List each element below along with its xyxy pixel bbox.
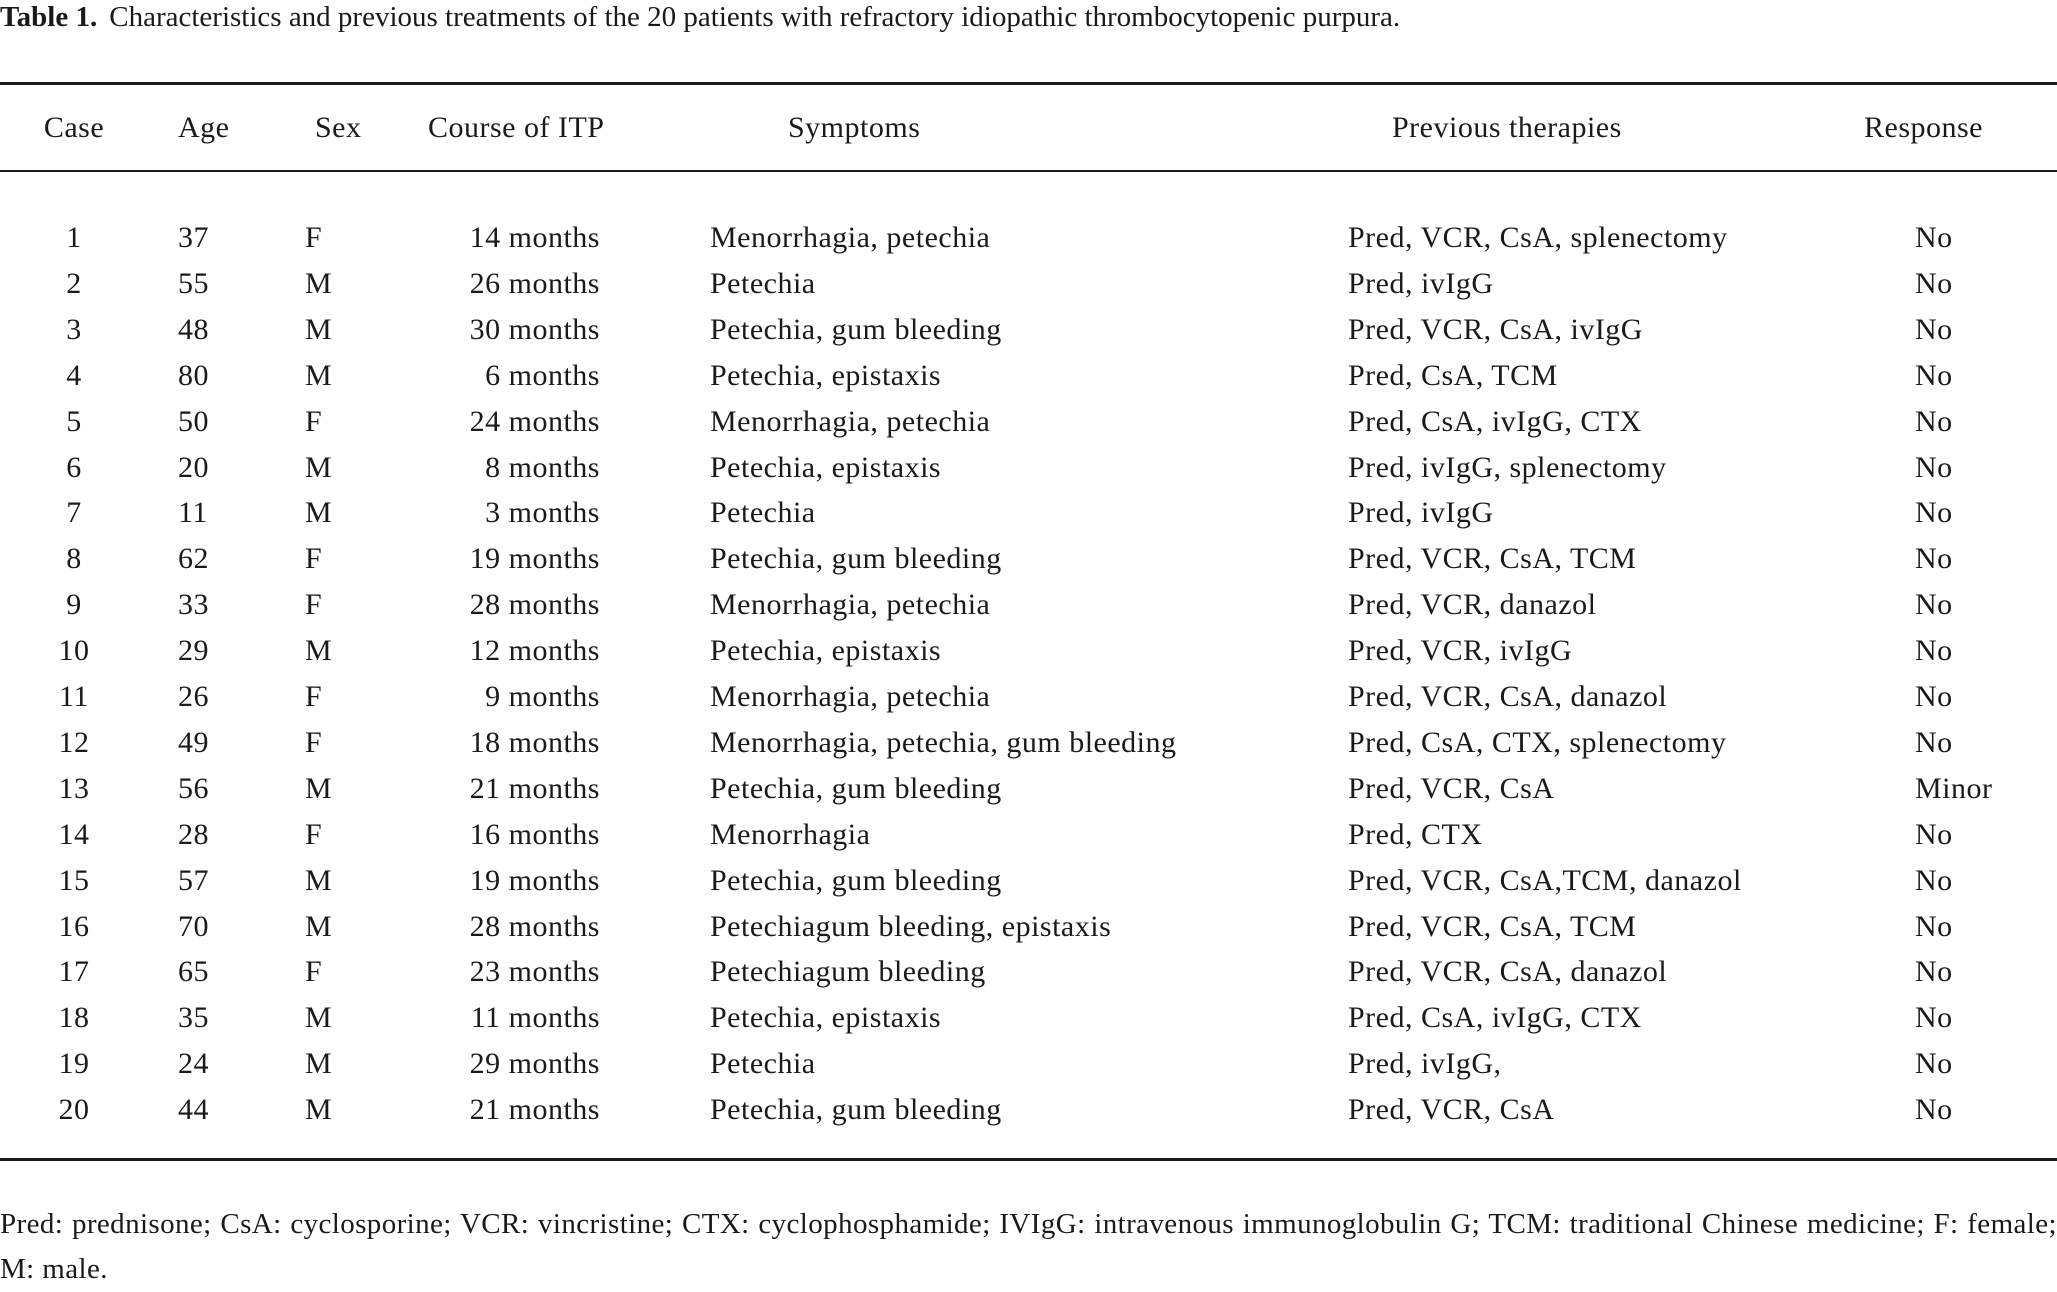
header-age: Age xyxy=(178,111,230,144)
cell-course: 3 months xyxy=(485,496,600,530)
table-title: Characteristics and previous treatments of the 20 patients with refractory idiopathic thrombocytopenic purpura. xyxy=(109,1,1401,33)
cell-sex: M xyxy=(305,266,333,300)
cell-symptoms: Menorrhagia, petechia xyxy=(710,404,991,438)
cell-case: 8 xyxy=(66,542,82,576)
cell-course: 29 months xyxy=(469,1047,600,1081)
cell-response: No xyxy=(1915,266,1953,300)
cell-sex: M xyxy=(305,909,333,943)
cell-symptoms: Petechia, gum bleeding xyxy=(710,1093,1002,1127)
cell-case: 13 xyxy=(58,771,90,805)
cell-course: 26 months xyxy=(469,266,600,300)
cell-sex: F xyxy=(305,955,323,989)
cell-sex: M xyxy=(305,496,333,530)
cell-case: 5 xyxy=(66,404,82,438)
cell-course: 19 months xyxy=(469,863,600,897)
cell-course: 16 months xyxy=(469,817,600,851)
cell-response: No xyxy=(1915,588,1953,622)
cell-age: 33 xyxy=(178,588,209,622)
cell-course: 18 months xyxy=(469,725,600,759)
cell-case: 10 xyxy=(58,634,90,668)
cell-age: 48 xyxy=(178,312,209,346)
cell-response: No xyxy=(1915,909,1953,943)
cell-age: 11 xyxy=(178,496,208,530)
cell-sex: M xyxy=(305,863,333,897)
cell-age: 20 xyxy=(178,450,209,484)
table-row xyxy=(0,587,2057,633)
cell-course: 21 months xyxy=(469,1093,600,1127)
cell-case: 19 xyxy=(58,1047,90,1081)
table-row xyxy=(0,1000,2057,1046)
table-row xyxy=(0,450,2057,496)
cell-response: No xyxy=(1915,221,1953,254)
cell-course: 30 months xyxy=(469,312,600,346)
cell-sex: F xyxy=(305,588,323,622)
cell-response: No xyxy=(1915,1047,1953,1081)
cell-symptoms: Petechia xyxy=(710,496,816,530)
cell-response: No xyxy=(1915,450,1953,484)
table-row xyxy=(0,954,2057,1000)
cell-therapies: Pred, ivIgG xyxy=(1348,266,1494,300)
cell-course: 28 months xyxy=(469,588,600,622)
cell-case: 2 xyxy=(66,266,82,300)
cell-case: 7 xyxy=(66,496,82,530)
table-caption xyxy=(0,0,2057,34)
cell-age: 24 xyxy=(178,1047,209,1081)
cell-response: No xyxy=(1915,312,1953,346)
cell-course: 11 months xyxy=(470,1001,600,1035)
cell-sex: F xyxy=(305,680,323,713)
cell-therapies: Pred, CsA, ivIgG, CTX xyxy=(1348,404,1642,438)
cell-case: 11 xyxy=(59,680,89,713)
cell-symptoms: Petechia, epistaxis xyxy=(710,450,942,484)
cell-age: 26 xyxy=(178,680,209,713)
cell-age: 65 xyxy=(178,955,209,989)
cell-therapies: Pred, ivIgG, splenectomy xyxy=(1348,450,1667,484)
cell-symptoms: Petechia xyxy=(710,266,816,300)
cell-symptoms: Petechia, epistaxis xyxy=(710,358,942,392)
cell-sex: F xyxy=(305,725,323,759)
cell-response: No xyxy=(1915,1093,1953,1127)
cell-case: 1 xyxy=(66,221,82,254)
cell-sex: F xyxy=(305,404,323,438)
table-row xyxy=(0,495,2057,541)
cell-response: No xyxy=(1915,1001,1953,1035)
cell-symptoms: Petechiagum bleeding, epistaxis xyxy=(710,909,1112,943)
cell-age: 56 xyxy=(178,771,209,805)
cell-therapies: Pred, VCR, CsA, ivIgG xyxy=(1348,312,1643,346)
cell-age: 70 xyxy=(178,909,209,943)
cell-therapies: Pred, VCR, CsA,TCM, danazol xyxy=(1348,863,1742,897)
cell-therapies: Pred, VCR, ivIgG xyxy=(1348,634,1573,668)
cell-response: No xyxy=(1915,955,1953,989)
cell-course: 24 months xyxy=(469,404,600,438)
cell-sex: M xyxy=(305,1093,333,1127)
cell-case: 17 xyxy=(58,955,90,989)
cell-sex: M xyxy=(305,312,333,346)
table-row xyxy=(0,817,2057,863)
cell-symptoms: Petechiagum bleeding xyxy=(710,955,986,989)
header-course: Course of ITP xyxy=(428,111,605,144)
cell-age: 50 xyxy=(178,404,209,438)
cell-response: No xyxy=(1915,542,1953,576)
cell-therapies: Pred, VCR, CsA, splenectomy xyxy=(1348,221,1728,254)
table-row xyxy=(0,863,2057,909)
cell-case: 3 xyxy=(66,312,82,346)
cell-symptoms: Petechia, epistaxis xyxy=(710,1001,942,1035)
cell-case: 16 xyxy=(58,909,90,943)
cell-symptoms: Petechia, gum bleeding xyxy=(710,863,1002,897)
table-row xyxy=(0,909,2057,955)
cell-age: 35 xyxy=(178,1001,209,1035)
cell-response: No xyxy=(1915,680,1953,713)
cell-sex: M xyxy=(305,771,333,805)
cell-symptoms: Menorrhagia, petechia xyxy=(710,680,991,713)
cell-case: 20 xyxy=(58,1093,90,1127)
cell-age: 44 xyxy=(178,1093,209,1127)
cell-case: 12 xyxy=(58,725,90,759)
table-row xyxy=(0,404,2057,450)
cell-symptoms: Petechia, gum bleeding xyxy=(710,542,1002,576)
table-row xyxy=(0,679,2057,725)
cell-age: 37 xyxy=(178,221,209,254)
cell-response: No xyxy=(1915,404,1953,438)
cell-case: 9 xyxy=(66,588,82,622)
table-footnote: Pred: prednisone; CsA: cyclosporine; VCR: vincristine; CTX: cyclophosphamide; IVIgG: intravenous immunoglobulin G; TCM: traditional Chinese medicine; F: female; M: male. xyxy=(0,1208,2057,1285)
cell-response: No xyxy=(1915,725,1953,759)
table-row xyxy=(0,725,2057,771)
cell-age: 29 xyxy=(178,634,209,668)
cell-therapies: Pred, CsA, ivIgG, CTX xyxy=(1348,1001,1642,1035)
header-response: Response xyxy=(1864,111,1983,144)
cell-age: 49 xyxy=(178,725,209,759)
table-row xyxy=(0,266,2057,312)
cell-sex: F xyxy=(305,542,323,576)
table-row xyxy=(0,771,2057,817)
cell-age: 62 xyxy=(178,542,209,576)
table-label: Table 1. xyxy=(0,1,98,33)
cell-course: 14 months xyxy=(469,221,600,254)
cell-therapies: Pred, VCR, CsA, TCM xyxy=(1348,542,1637,576)
cell-symptoms: Menorrhagia xyxy=(710,817,871,851)
cell-response: Minor xyxy=(1915,771,1993,805)
cell-therapies: Pred, VCR, CsA, danazol xyxy=(1348,680,1668,713)
cell-age: 57 xyxy=(178,863,209,897)
table-row xyxy=(0,312,2057,358)
cell-response: No xyxy=(1915,496,1953,530)
cell-case: 4 xyxy=(66,358,82,392)
top-rule xyxy=(0,82,2057,85)
cell-symptoms: Petechia xyxy=(710,1047,816,1081)
cell-symptoms: Petechia, gum bleeding xyxy=(710,771,1002,805)
header-case: Case xyxy=(43,111,105,144)
cell-case: 14 xyxy=(58,817,90,851)
cell-therapies: Pred, VCR, CsA xyxy=(1348,1093,1555,1127)
table-row xyxy=(0,1046,2057,1092)
cell-sex: M xyxy=(305,1047,333,1081)
cell-age: 55 xyxy=(178,266,209,300)
cell-symptoms: Menorrhagia, petechia xyxy=(710,221,991,254)
cell-therapies: Pred, CTX xyxy=(1348,817,1483,851)
cell-sex: M xyxy=(305,1001,333,1035)
cell-response: No xyxy=(1915,358,1953,392)
cell-symptoms: Menorrhagia, petechia, gum bleeding xyxy=(710,725,1177,759)
cell-case: 15 xyxy=(58,863,90,897)
cell-therapies: Pred, CsA, TCM xyxy=(1348,358,1558,392)
cell-course: 21 months xyxy=(469,771,600,805)
cell-therapies: Pred, VCR, CsA, danazol xyxy=(1348,955,1668,989)
table-row xyxy=(0,633,2057,679)
cell-course: 9 months xyxy=(485,680,600,713)
cell-response: No xyxy=(1915,817,1953,851)
cell-sex: F xyxy=(305,221,323,254)
header-symptoms: Symptoms xyxy=(788,111,921,144)
table-row xyxy=(0,541,2057,587)
cell-age: 28 xyxy=(178,817,209,851)
cell-course: 6 months xyxy=(485,358,600,392)
cell-sex: M xyxy=(305,634,333,668)
cell-case: 6 xyxy=(66,450,82,484)
cell-course: 23 months xyxy=(469,955,600,989)
cell-symptoms: Petechia, gum bleeding xyxy=(710,312,1002,346)
table-row xyxy=(0,220,2057,266)
cell-course: 19 months xyxy=(469,542,600,576)
cell-response: No xyxy=(1915,634,1953,668)
cell-therapies: Pred, VCR, danazol xyxy=(1348,588,1597,622)
table-row xyxy=(0,1092,2057,1138)
cell-therapies: Pred, VCR, CsA, TCM xyxy=(1348,909,1637,943)
cell-age: 80 xyxy=(178,358,209,392)
cell-symptoms: Petechia, epistaxis xyxy=(710,634,942,668)
cell-therapies: Pred, ivIgG, xyxy=(1348,1047,1502,1081)
header-rule xyxy=(0,170,2057,172)
table-row xyxy=(0,358,2057,404)
cell-symptoms: Menorrhagia, petechia xyxy=(710,588,991,622)
cell-therapies: Pred, VCR, CsA xyxy=(1348,771,1555,805)
bottom-rule xyxy=(0,1158,2057,1161)
cell-sex: M xyxy=(305,358,333,392)
header-sex: Sex xyxy=(315,111,362,144)
header-therapies: Previous therapies xyxy=(1392,111,1622,144)
cell-therapies: Pred, ivIgG xyxy=(1348,496,1494,530)
cell-course: 28 months xyxy=(469,909,600,943)
cell-sex: M xyxy=(305,450,333,484)
cell-course: 8 months xyxy=(485,450,600,484)
cell-sex: F xyxy=(305,817,323,851)
cell-case: 18 xyxy=(58,1001,90,1035)
cell-response: No xyxy=(1915,863,1953,897)
cell-therapies: Pred, CsA, CTX, splenectomy xyxy=(1348,725,1727,759)
cell-course: 12 months xyxy=(469,634,600,668)
